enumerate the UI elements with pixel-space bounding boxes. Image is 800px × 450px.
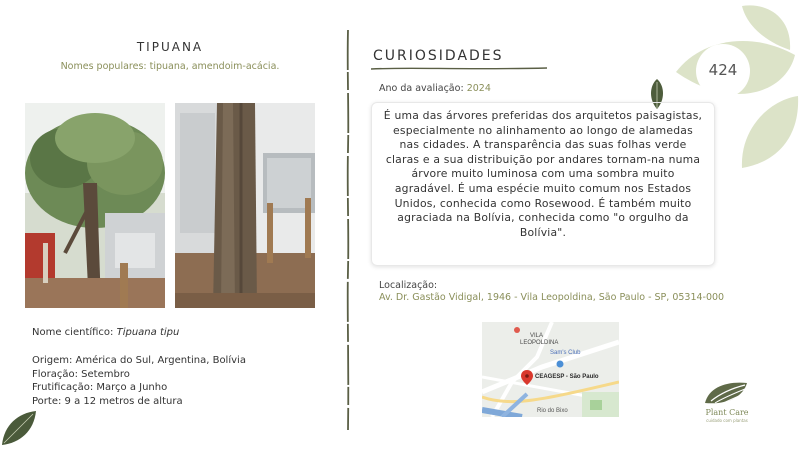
tree-photo-1: [25, 103, 165, 308]
scientific-name: [32, 327, 179, 338]
tree-photo-2: [175, 103, 315, 308]
year-label: Ano da avaliação:: [379, 83, 464, 94]
location-map[interactable]: [482, 322, 619, 417]
page-number: 424: [708, 61, 738, 79]
scientific-label: Nome científico:: [32, 327, 114, 338]
scientific-value: Tipuana tipu: [116, 327, 180, 338]
tree-facts: [32, 354, 246, 408]
map-bottom-label: Rio do Bixo: [537, 408, 568, 414]
popular-names: Nomes populares: tipuana, amendoim-acácia.: [60, 61, 280, 72]
map-pin-label: CEAGESP - São Paulo: [535, 374, 599, 380]
tree-title: TIPUANA: [136, 40, 204, 54]
fact-origin: Origem: América do Sul, Argentina, Bolívia: [32, 355, 246, 366]
corner-leaf-icon: [0, 405, 40, 447]
location-address: Av. Dr. Gastão Vidigal, 1946 - Vila Leopoldina, São Paulo - SP, 05314-000: [379, 292, 725, 303]
map-district-1: VILA: [530, 333, 544, 339]
curiosities-text: É uma das árvores preferidas dos arquitetos paisagistas, especialmente no alinhamento ao longo de alamedas nas cidades. A transparência das suas folhas verde claras e a sua distribuição por andares tornam-na numa árvore muito luminosa com uma sombra muito agradável. É uma espécie muito comum nos Estados Unidos, conhecida como Rosewood. É também muito agraciada na Bolívia, conhecida como "o orgulho da Bolívia".: [383, 109, 703, 239]
map-district-2: LEOPOLDINA: [520, 340, 559, 346]
brand-name: Plant Care: [705, 408, 749, 417]
location-label: Localização:: [379, 280, 438, 291]
curiosities-textbox: [371, 102, 715, 266]
evaluation-year: [379, 83, 491, 94]
fact-flowering: Floração: Setembro: [32, 368, 130, 380]
curiosities-title: CURIOSIDADES: [373, 48, 504, 64]
fact-size: Porte: 9 a 12 metros de altura: [32, 395, 183, 407]
column-divider: [344, 30, 352, 430]
brand-logo-icon: [703, 379, 749, 407]
title-underline: [371, 66, 547, 72]
fact-fruiting: Frutificação: Março a Junho: [32, 382, 168, 393]
brand-tagline: cuidado com plantas: [706, 418, 748, 423]
map-store: Sam's Club: [550, 350, 581, 356]
year-value: 2024: [466, 83, 491, 94]
